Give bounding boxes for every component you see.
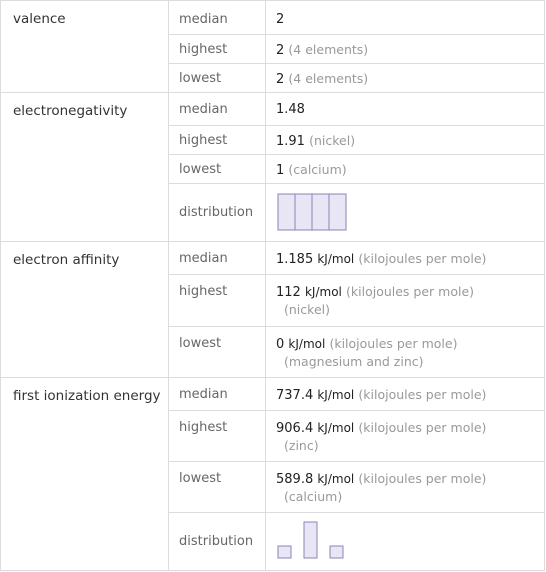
histogram-bar [330, 546, 343, 558]
stat-label: median [179, 102, 228, 118]
histogram-bar [278, 194, 295, 230]
histogram-bar [278, 546, 291, 558]
distribution-cell [266, 512, 545, 570]
stat-value: 2 (4 elements) [276, 42, 369, 59]
histogram-bar [312, 194, 329, 230]
stat-value: 906.4 kJ/mol (kilojoules per mole) (zinc) [276, 419, 487, 453]
stat-value: 1 (calcium) [276, 162, 347, 179]
stat-value: 1.91 (nickel) [276, 133, 356, 150]
stat-value: 112 kJ/mol (kilojoules per mole) (nickel) [276, 284, 475, 318]
stat-label: lowest [179, 162, 222, 178]
stat-value: 589.8 kJ/mol (kilojoules per mole) (calcium) [276, 470, 487, 504]
stat-label: lowest [179, 71, 222, 87]
stat-value: 2 [276, 12, 285, 27]
electronegativity-distribution-chart [276, 192, 356, 234]
stat-label: median [179, 386, 228, 402]
stat-label: median [179, 12, 228, 27]
histogram-bar [295, 194, 312, 230]
stat-value: 2 (4 elements) [276, 71, 369, 88]
stat-label: lowest [179, 335, 222, 351]
stat-label: highest [179, 284, 228, 300]
stat-label: median [179, 251, 228, 267]
stat-label: highest [179, 419, 228, 435]
stat-value: 737.4 kJ/mol (kilojoules per mole) [276, 386, 487, 403]
histogram-bar [304, 522, 317, 558]
ionization-distribution-chart [276, 520, 356, 562]
stat-label: highest [179, 42, 228, 58]
stat-value: 1.48 [276, 102, 305, 118]
stat-value: 1.185 kJ/mol (kilojoules per mole) [276, 251, 487, 268]
property-label: first ionization energy [1, 377, 169, 570]
property-label: electron affinity [1, 242, 169, 377]
stat-value: 0 kJ/mol (kilojoules per mole) (magnesium and zinc) [276, 335, 458, 369]
stat-label: distribution [169, 512, 266, 570]
property-label: electronegativity [1, 93, 169, 242]
stat-label: highest [179, 133, 228, 149]
histogram-bar [329, 194, 346, 230]
stat-label: lowest [179, 470, 222, 486]
distribution-cell [266, 184, 545, 242]
stat-label: distribution [169, 184, 266, 242]
property-label: valence [1, 1, 169, 93]
